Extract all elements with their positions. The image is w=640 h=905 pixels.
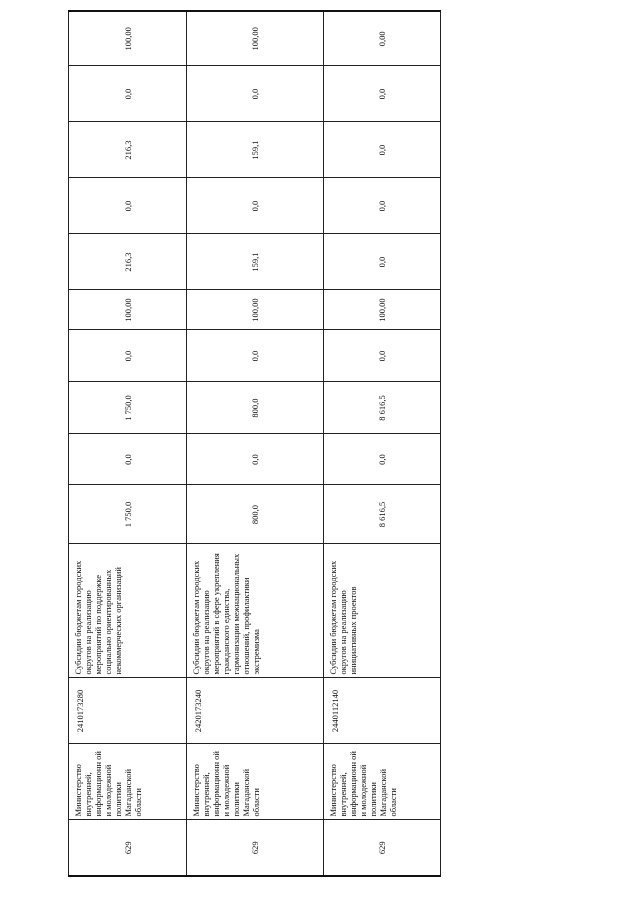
subsidy-name-cell: Субсидии бюджетам городских округов на реализацию инициативных проектов — [324, 544, 441, 678]
plan-other-cell: 0,0 — [324, 330, 441, 382]
kbk-code-cell: 2420173240 — [187, 678, 324, 744]
fact-other-cell: 0,0 — [69, 66, 187, 122]
plan-reg-cell: 8 616,5 — [324, 382, 441, 434]
exec-pct-cell: 0,00 — [324, 11, 441, 66]
grbs-code-cell: 629 — [69, 820, 187, 876]
plan-reg-cell: 1 750,0 — [69, 382, 187, 434]
fact-reg-cell: 159,1 — [187, 122, 324, 178]
plan-fed-cell: 0,0 — [324, 434, 441, 485]
fact-other-cell: 0,0 — [187, 66, 324, 122]
fact-total-cell: 0,0 — [324, 234, 441, 290]
fact-fed-cell: 0,0 — [324, 178, 441, 234]
scanned-page — [68, 27, 440, 877]
kbk-code-cell: 2410173280 — [69, 678, 187, 744]
plan-total-cell: 1 750,0 — [69, 485, 187, 544]
share-pct-cell: 100,00 — [187, 290, 324, 330]
ministry-cell: Министерство внутренней, информационн ой и молодежной политики Магаданской области — [187, 744, 324, 820]
share-pct-cell: 100,00 — [324, 290, 441, 330]
subsidy-name-cell: Субсидии бюджетам городских округов на реализацию мероприятий по поддержке социально ориентированных некоммерческих организаций — [69, 544, 187, 678]
kbk-code-cell: 2440112140 — [324, 678, 441, 744]
fact-fed-cell: 0,0 — [187, 178, 324, 234]
plan-other-cell: 0,0 — [187, 330, 324, 382]
fact-total-cell: 216,3 — [69, 234, 187, 290]
fact-reg-cell: 216,3 — [69, 122, 187, 178]
fact-fed-cell: 0,0 — [69, 178, 187, 234]
ministry-cell: Министерство внутренней, информационн ой и молодежной политики Магаданской области — [69, 744, 187, 820]
grbs-code-cell: 629 — [187, 820, 324, 876]
subsidy-name-cell: Субсидии бюджетам городских округов на реализацию мероприятий в сфере укрепления гражданского единства, гармонизации межнациональных отношений, профилактики экстремизма — [187, 544, 324, 678]
exec-pct-cell: 100,00 — [187, 11, 324, 66]
subsidy-table — [68, 10, 441, 877]
plan-other-cell: 0,0 — [69, 330, 187, 382]
grbs-code-cell: 629 — [324, 820, 441, 876]
ministry-cell: Министерство внутренней, информационн ой и молодежной политики Магаданской области — [324, 744, 441, 820]
plan-fed-cell: 0,0 — [69, 434, 187, 485]
share-pct-cell: 100,00 — [69, 290, 187, 330]
plan-fed-cell: 0,0 — [187, 434, 324, 485]
fact-other-cell: 0,0 — [324, 66, 441, 122]
exec-pct-cell: 100,00 — [69, 11, 187, 66]
table-row — [69, 11, 187, 876]
plan-total-cell: 8 616,5 — [324, 485, 441, 544]
rotated-table-wrapper — [68, 27, 440, 877]
plan-total-cell: 800,0 — [187, 485, 324, 544]
table-row — [324, 11, 441, 876]
plan-reg-cell: 800,0 — [187, 382, 324, 434]
fact-total-cell: 159,1 — [187, 234, 324, 290]
table-row — [187, 11, 324, 876]
fact-reg-cell: 0,0 — [324, 122, 441, 178]
